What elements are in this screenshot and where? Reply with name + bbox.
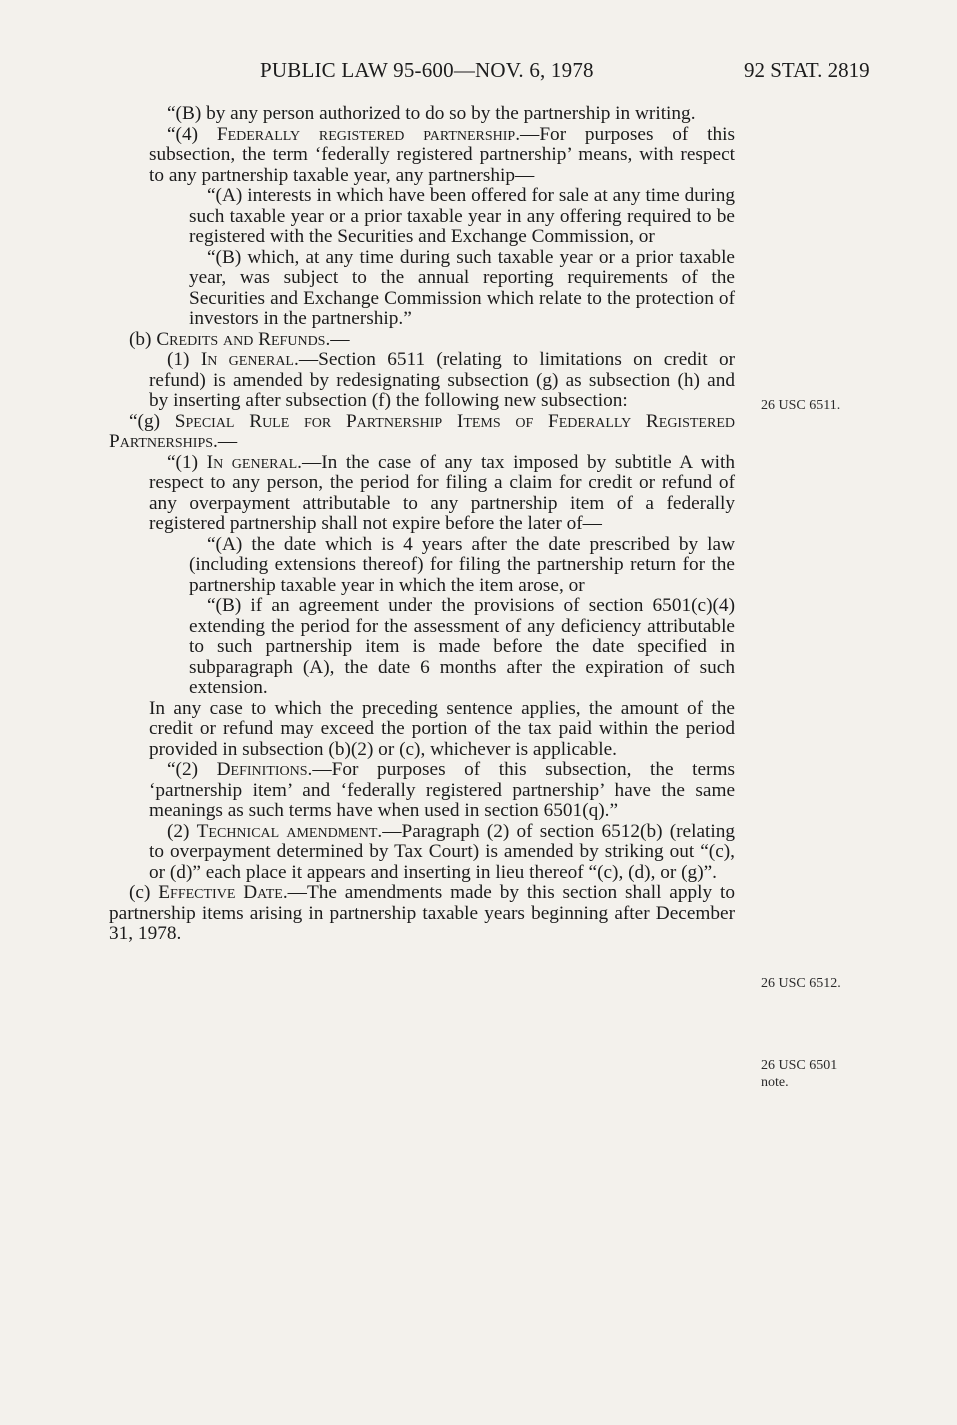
flush-sentence-credit-amount: In any case to which the preceding sentence applies, the amount of the credit or refund may exceed the portion of the tax paid within the period provided in subsection (b)(2) or (c), whichever is applicable. <box>149 697 735 760</box>
page-header-stat-citation: 92 STAT. 2819 <box>744 58 870 82</box>
paragraph-1-in-general: (1) In general.—Section 6511 (relating to limitations on credit or refund) is amended by redesignating subsection (g) as subsection (h) and by inserting after subsection (f) the following new subsection: <box>149 349 736 411</box>
subparagraph-b-reporting: “(B) which, at any time during such taxable year or a prior taxable year, was subject to the annual reporting requirements of the Securities and Exchange Commission which relate to the protection of investors in the partnership.” <box>189 246 735 329</box>
margin-note-26-usc-6501-note <box>761 1057 837 1091</box>
paragraph-4b-continued: “(B) by any person authorized to do so by the partnership in writing. <box>167 103 696 124</box>
subparagraph-g1a: “(A) the date which is 4 years after the date prescribed by law (including extensions thereof) for filing the partnership return for the partnership taxable year in which the item arose, or <box>189 533 735 596</box>
paragraph-g1-in-general: “(1) In general.—In the case of any tax imposed by subtitle A with respect to any person, the period for filing a claim for credit or refund of any overpayment attributable to any partnership item of a federally registered partnership shall not expire before the later of— <box>149 451 735 534</box>
margin-note-note-label: note. <box>761 1075 789 1090</box>
body-text <box>109 104 735 945</box>
heading-credits-refunds: Credits and Refunds. <box>156 328 331 350</box>
margin-note-26-usc-6501: 26 USC 6501 <box>761 1058 838 1073</box>
paragraph-2-technical-amendment: (2) Technical amendment.—Paragraph (2) of section 6512(b) (relating to overpayment determined by Tax Court) is amended by striking out “(c), or (d)” each place it appears and inserting in lieu thereof “(c), (d), or (g)”. <box>149 820 736 883</box>
subsection-c-effective-date: (c) Effective Date.—The amendments made by this section shall apply to partnership items arising in partnership taxable years beginning after December 31, 1978. <box>109 882 735 944</box>
margin-note-26-usc-6512: 26 USC 6512. <box>761 976 841 991</box>
heading-special-rule: Special Rule for Partnership Items of Federally Registered Partnerships. <box>109 410 735 452</box>
subsection-g-special-rule: “(g) Special Rule for Partnership Items of Federally Registered Partnerships.— <box>109 410 735 452</box>
heading-federally-registered-partnership: Federally registered partnership. <box>216 123 521 145</box>
heading-in-general: In general. <box>200 349 299 370</box>
heading-g1-in-general: In general. <box>206 451 302 473</box>
heading-definitions: Definitions. <box>216 759 313 780</box>
subparagraph-a-interests: “(A) interests in which have been offered for sale at any time during such taxable year or a prior taxable year in any offering required to be registered with the Securities and Exchange Commission, or <box>189 185 735 247</box>
paragraph-4-federally-registered-partnership: “(4) Federally registered partnership.—For purposes of this subsection, the term ‘federally registered partnership’ means, with respect to any partnership taxable year, any partnership— <box>149 123 735 186</box>
subsection-b-credits-refunds: (b) Credits and Refunds.— <box>129 328 350 350</box>
margin-note-26-usc-6511: 26 USC 6511. <box>761 398 841 413</box>
subparagraph-g1b: “(B) if an agreement under the provisions of section 6501(c)(4) extending the period for the assessment of any deficiency attributable to such partnership item is made before the date specified in subparagraph (A), the date 6 months after the expiration of such extension. <box>189 595 735 698</box>
heading-technical-amendment: Technical amendment. <box>196 820 383 842</box>
paragraph-g2-definitions: “(2) Definitions.—For purposes of this subsection, the terms ‘partnership item’ and ‘federally registered partnership’ have the same meanings as such terms have when used in section 6501(q).” <box>149 759 735 821</box>
heading-effective-date: Effective Date. <box>158 882 288 903</box>
page-header-title: PUBLIC LAW 95-600—NOV. 6, 1978 <box>260 58 594 82</box>
